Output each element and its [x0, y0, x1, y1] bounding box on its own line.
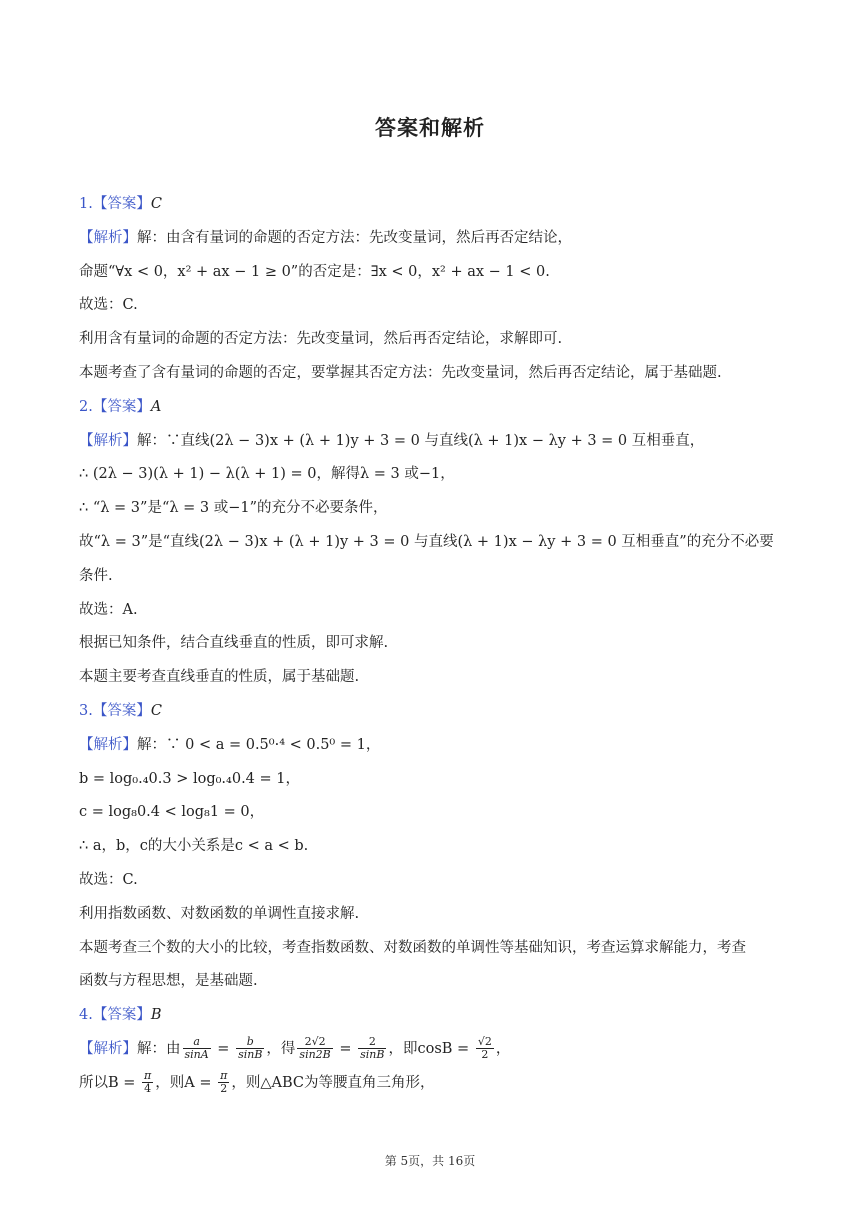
question-answer-line [79, 391, 781, 425]
question-number: 3. [79, 702, 93, 719]
line-text: c = log₈0.4 < log₈1 = 0， [79, 804, 265, 821]
line-text: ∴ “λ = 3”是“λ = 3 或−1”的充分不必要条件， [79, 500, 388, 517]
line-text: 利用含有量词的命题的否定方法：先改变量词，然后再否定结论，求解即可. [79, 331, 563, 348]
line-text: ∴ a，b，c的大小关系是c < a < b. [79, 838, 309, 855]
question-answer-line [79, 188, 781, 222]
analysis-tag: 【解析】 [79, 229, 137, 246]
question-number: 1. [79, 196, 93, 212]
q4-analysis-line-2: 所以B = $\frac{\pi}{4}$ ，则A = $\frac{\pi}{2}$ ，则△ABC为等腰直角三角形， [79, 1069, 435, 1096]
question-answer-line [79, 999, 781, 1033]
analysis-line [79, 729, 781, 763]
fraction: $\frac{2√2}{\sin 2B}$ [299, 1035, 331, 1062]
line-text: 故“λ = 3”是“直线(2λ − 3)x + (λ + 1)y + 3 = 0 与直线(λ + 1)x − λy + 3 = 0 互相垂直”的充分不必要 [79, 533, 774, 550]
text-line [79, 594, 781, 628]
page-footer: 第 5页，共 16页 [384, 1154, 476, 1168]
text-line [79, 323, 781, 357]
line-text: b = log₀.₄0.3 > log₀.₄0.4 = 1， [79, 770, 300, 787]
analysis-line [79, 222, 781, 256]
answer-choice: B [150, 1007, 162, 1024]
answer-choice: A [150, 398, 162, 415]
text-line [79, 256, 781, 290]
answer-content [79, 188, 781, 1101]
answer-tag: 【答案】 [92, 398, 151, 415]
text-line [79, 526, 781, 560]
text-line [79, 357, 781, 391]
line-text: 解：∵直线(2λ − 3)x + (λ + 1)y + 3 = 0 与直线(λ + 1)x − λy + 3 = 0 互相垂直， [137, 432, 705, 449]
question-number: 4. [79, 1007, 93, 1024]
line-text: 利用指数函数、对数函数的单调性直接求解. [79, 905, 360, 922]
answer-choice: C [150, 702, 162, 719]
line-text: 故选：A. [79, 601, 138, 618]
text-line [79, 796, 781, 830]
text-line [79, 932, 781, 966]
analysis-tag: 【解析】 [79, 736, 137, 753]
line-text: 故选：C. [79, 871, 138, 888]
page-title: 答案和解析 [375, 116, 485, 140]
line-text: 故选：C. [79, 297, 138, 314]
analysis-tag: 【解析】 [79, 1040, 137, 1057]
text-line [79, 289, 781, 323]
text-line [79, 965, 781, 999]
q4-analysis-line-1: 【解析】解：由 $\frac{a}{\sin A}$ = $\frac{b}{\sin B}$ ，得 $\frac{2√2}{\sin 2B}$ = $\frac{2}{\sin B}$ ，即cosB = $\frac{√2}{2}$ ， [79, 1035, 511, 1062]
text-line [79, 864, 781, 898]
answer-lines [79, 188, 781, 1033]
fraction: $\frac{2}{\sin B}$ [360, 1035, 385, 1062]
answer-tag: 【答案】 [92, 1007, 151, 1024]
line-text: 解：由含有量词的命题的否定方法：先改变量词，然后再否定结论， [137, 229, 572, 246]
line-text: 条件. [79, 567, 113, 584]
text-line [79, 763, 781, 797]
text-line [79, 627, 781, 661]
text-line [79, 458, 781, 492]
line-text: 命题“∀x < 0，x² + ax − 1 ≥ 0”的否定是：∃x < 0，x² + ax − 1 < 0. [79, 263, 550, 280]
text-line [79, 898, 781, 932]
line-text: 函数与方程思想，是基础题. [79, 973, 258, 990]
line-text: 本题主要考查直线垂直的性质，属于基础题. [79, 669, 360, 686]
analysis-line [79, 425, 781, 459]
line-text: 解：∵ 0 < a = 0.5⁰·⁴ < 0.5⁰ = 1， [137, 736, 381, 753]
text-line [79, 830, 781, 864]
answer-choice: C [150, 196, 162, 212]
fraction: $\frac{√2}{2}$ [477, 1035, 492, 1062]
fraction: $\frac{a}{\sin A}$ [184, 1035, 209, 1062]
text-line [79, 661, 781, 695]
fraction: $\frac{\pi}{2}$ [220, 1069, 228, 1096]
analysis-tag: 【解析】 [79, 432, 137, 449]
line-text: ∴ (2λ − 3)(λ + 1) − λ(λ + 1) = 0，解得λ = 3 或−1， [79, 466, 455, 483]
line-text: 本题考查了含有量词的命题的否定，要掌握其否定方法：先改变量词，然后再否定结论，属于基础题. [79, 364, 722, 381]
answer-tag: 【答案】 [92, 702, 151, 719]
question-answer-line [79, 695, 781, 729]
text-segment: 解：由 [137, 1040, 181, 1057]
answer-tag: 【答案】 [92, 196, 151, 212]
text-line [79, 560, 781, 594]
line-text: 本题考查三个数的大小的比较，考查指数函数、对数函数的单调性等基础知识，考查运算求解能力，考查 [79, 939, 746, 956]
fraction: $\frac{b}{\sin B}$ [238, 1035, 263, 1062]
question-number: 2. [79, 398, 93, 415]
text-line [79, 492, 781, 526]
fraction: $\frac{\pi}{4}$ [144, 1069, 152, 1096]
line-text: 根据已知条件，结合直线垂直的性质，即可求解. [79, 635, 389, 652]
